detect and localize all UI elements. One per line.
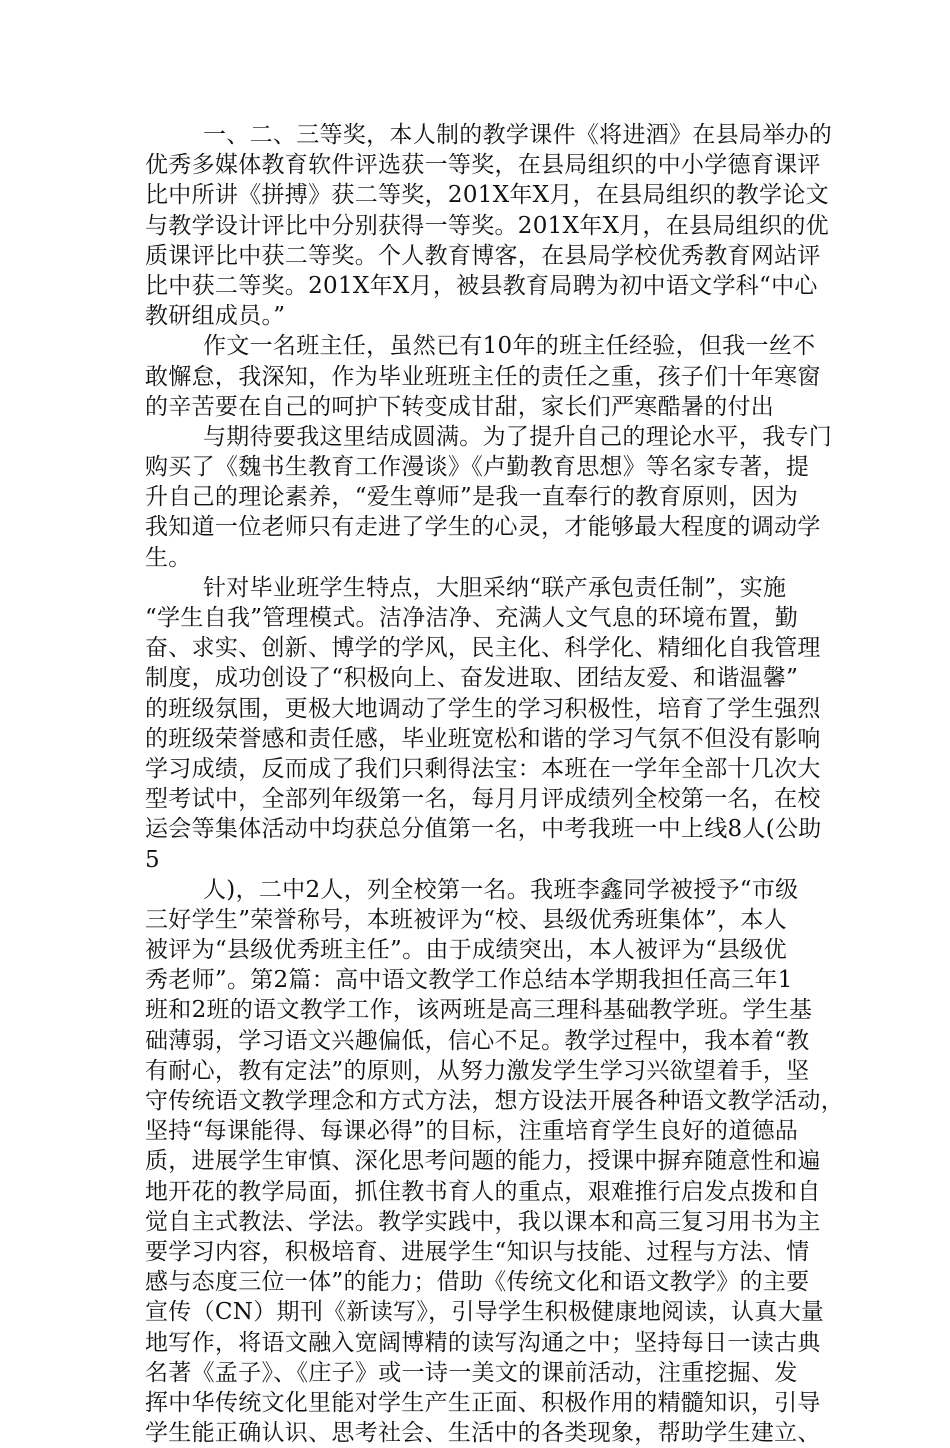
text-line: 人)，二中2人，列全校第一名。我班李鑫同学被授予“市级 bbox=[203, 876, 799, 903]
text-line: 地写作，将语文融入宽阔博精的读写沟通之中；坚持每日一读古典 bbox=[145, 1329, 821, 1356]
text-line: 守传统语文教学理念和方式方法，想方设法开展各种语文教学活动， bbox=[145, 1088, 844, 1114]
text-line: 地开花的教学局面，抓住教书育人的重点，艰难推行启发点拨和自 bbox=[145, 1178, 821, 1205]
text-line: 秀老师”。第2篇：高中语文教学工作总结本学期我担任高三年1 bbox=[145, 967, 793, 994]
text-line: 名著《孟子》、《庄子》或一诗一美文的课前活动，注重挖掘、发 bbox=[145, 1359, 798, 1386]
text-line: 质，进展学生审慎、深化思考问题的能力，授课中摒弃随意性和遍 bbox=[145, 1148, 821, 1175]
text-line: 础薄弱，学习语文兴趣偏低，信心不足。教学过程中，我本着“教 bbox=[145, 1027, 810, 1054]
text-line: 奋、求实、创新、博学的学风，民主化、科学化、精细化自我管理 bbox=[145, 635, 821, 662]
text-line: 有耐心，教有定法”的原则，从努力激发学生学习兴欲望着手，坚 bbox=[145, 1057, 810, 1084]
text-line: 学习成绩，反而成了我们只剩得法宝：本班在一学年全部十几次大 bbox=[145, 755, 821, 782]
text-line: 与期待要我这里结成圆满。为了提升自己的理论水平，我专门 bbox=[203, 423, 833, 450]
text-line: 的辛苦要在自己的呵护下转变成甘甜，家长们严寒酷暑的付出 bbox=[145, 393, 775, 420]
text-line: 针对毕业班学生特点，大胆采纳“联产承包责任制”，实施 bbox=[203, 574, 787, 601]
text-line: 三好学生”荣誉称号，本班被评为“校、县级优秀班集体”，本人 bbox=[145, 906, 787, 933]
text-line: 我知道一位老师只有走进了学生的心灵，才能够最大程度的调动学 bbox=[145, 514, 821, 541]
text-line: 学生能正确认识、思考社会、生活中的各类现象，帮助学生建立、 bbox=[145, 1420, 821, 1447]
text-line: 升自己的理论素养，“爱生尊师”是我一直奉行的教育原则，因为 bbox=[145, 484, 799, 511]
text-line: 被评为“县级优秀班主任”。由于成绩突出，本人被评为“县级优 bbox=[145, 937, 787, 964]
text-line: 比中获二等奖。201X年X月，被县教育局聘为初中语文学科“中心 bbox=[145, 272, 818, 299]
text-line: 与教学设计评比中分别获得一等奖。201X年X月，在县局组织的优 bbox=[145, 212, 829, 239]
text-line: 要学习内容，积极培育、进展学生“知识与技能、过程与方法、情 bbox=[145, 1238, 810, 1265]
text-line: 运会等集体活动中均获总分值第一名，中考我班一中上线8人(公助 bbox=[145, 816, 822, 843]
text-line: 优秀多媒体教育软件评选获一等奖，在县局组织的中小学德育课评 bbox=[145, 152, 821, 179]
text-line: 教研组成员。” bbox=[145, 303, 286, 330]
text-line: 班和2班的语文教学工作，该两班是高三理科基础教学班。学生基 bbox=[145, 997, 813, 1024]
text-line: 宣传（CN）期刊《新读写》，引导学生积极健康地阅读，认真大量 bbox=[145, 1299, 825, 1326]
text-line: 坚持“每课能得、每课必得”的目标，注重培育学生良好的道德品 bbox=[145, 1118, 799, 1145]
text-line: 感与态度三位一体”的能力；借助《传统文化和语文教学》的主要 bbox=[145, 1269, 810, 1296]
text-line: 购买了《魏书生教育工作漫谈》《卢勤教育思想》等名家专著，提 bbox=[145, 454, 810, 481]
text-line: 觉自主式教法、学法。教学实践中，我以课本和高三复习用书为主 bbox=[145, 1208, 821, 1235]
text-line: “学生自我”管理模式。洁净洁净、充满人文气息的环境布置，勤 bbox=[145, 605, 799, 631]
text-line: 挥中华传统文化里能对学生产生正面、积极作用的精髓知识，引导 bbox=[145, 1389, 821, 1416]
text-line: 一、二、三等奖，本人制的教学课件《将进酒》在县局举办的 bbox=[203, 122, 833, 148]
text-line: 作文一名班主任，虽然已有10年的班主任经验，但我一丝不 bbox=[203, 333, 816, 360]
text-line: 生。 bbox=[145, 544, 192, 571]
text-line: 质课评比中获二等奖。个人教育博客，在县局学校优秀教育网站评 bbox=[145, 242, 821, 269]
text-line: 制度，成功创设了“积极向上、奋发进取、团结友爱、和谐温馨” bbox=[145, 665, 799, 692]
text-line: 的班级氛围，更极大地调动了学生的学习积极性，培育了学生强烈 bbox=[145, 695, 821, 722]
text-line: 比中所讲《拼搏》获二等奖，201X年X月，在县局组织的教学论文 bbox=[145, 182, 829, 209]
document-page bbox=[145, 120, 844, 1448]
text-line: 敢懈怠，我深知，作为毕业班班主任的责任之重，孩子们十年寒窗 bbox=[145, 363, 821, 390]
text-line: 5 bbox=[145, 846, 160, 873]
text-line: 的班级荣誉感和责任感，毕业班宽松和谐的学习气氛不但没有影响 bbox=[145, 725, 821, 752]
text-line: 型考试中，全部列年级第一名，每月月评成绩列全校第一名，在校 bbox=[145, 786, 821, 813]
